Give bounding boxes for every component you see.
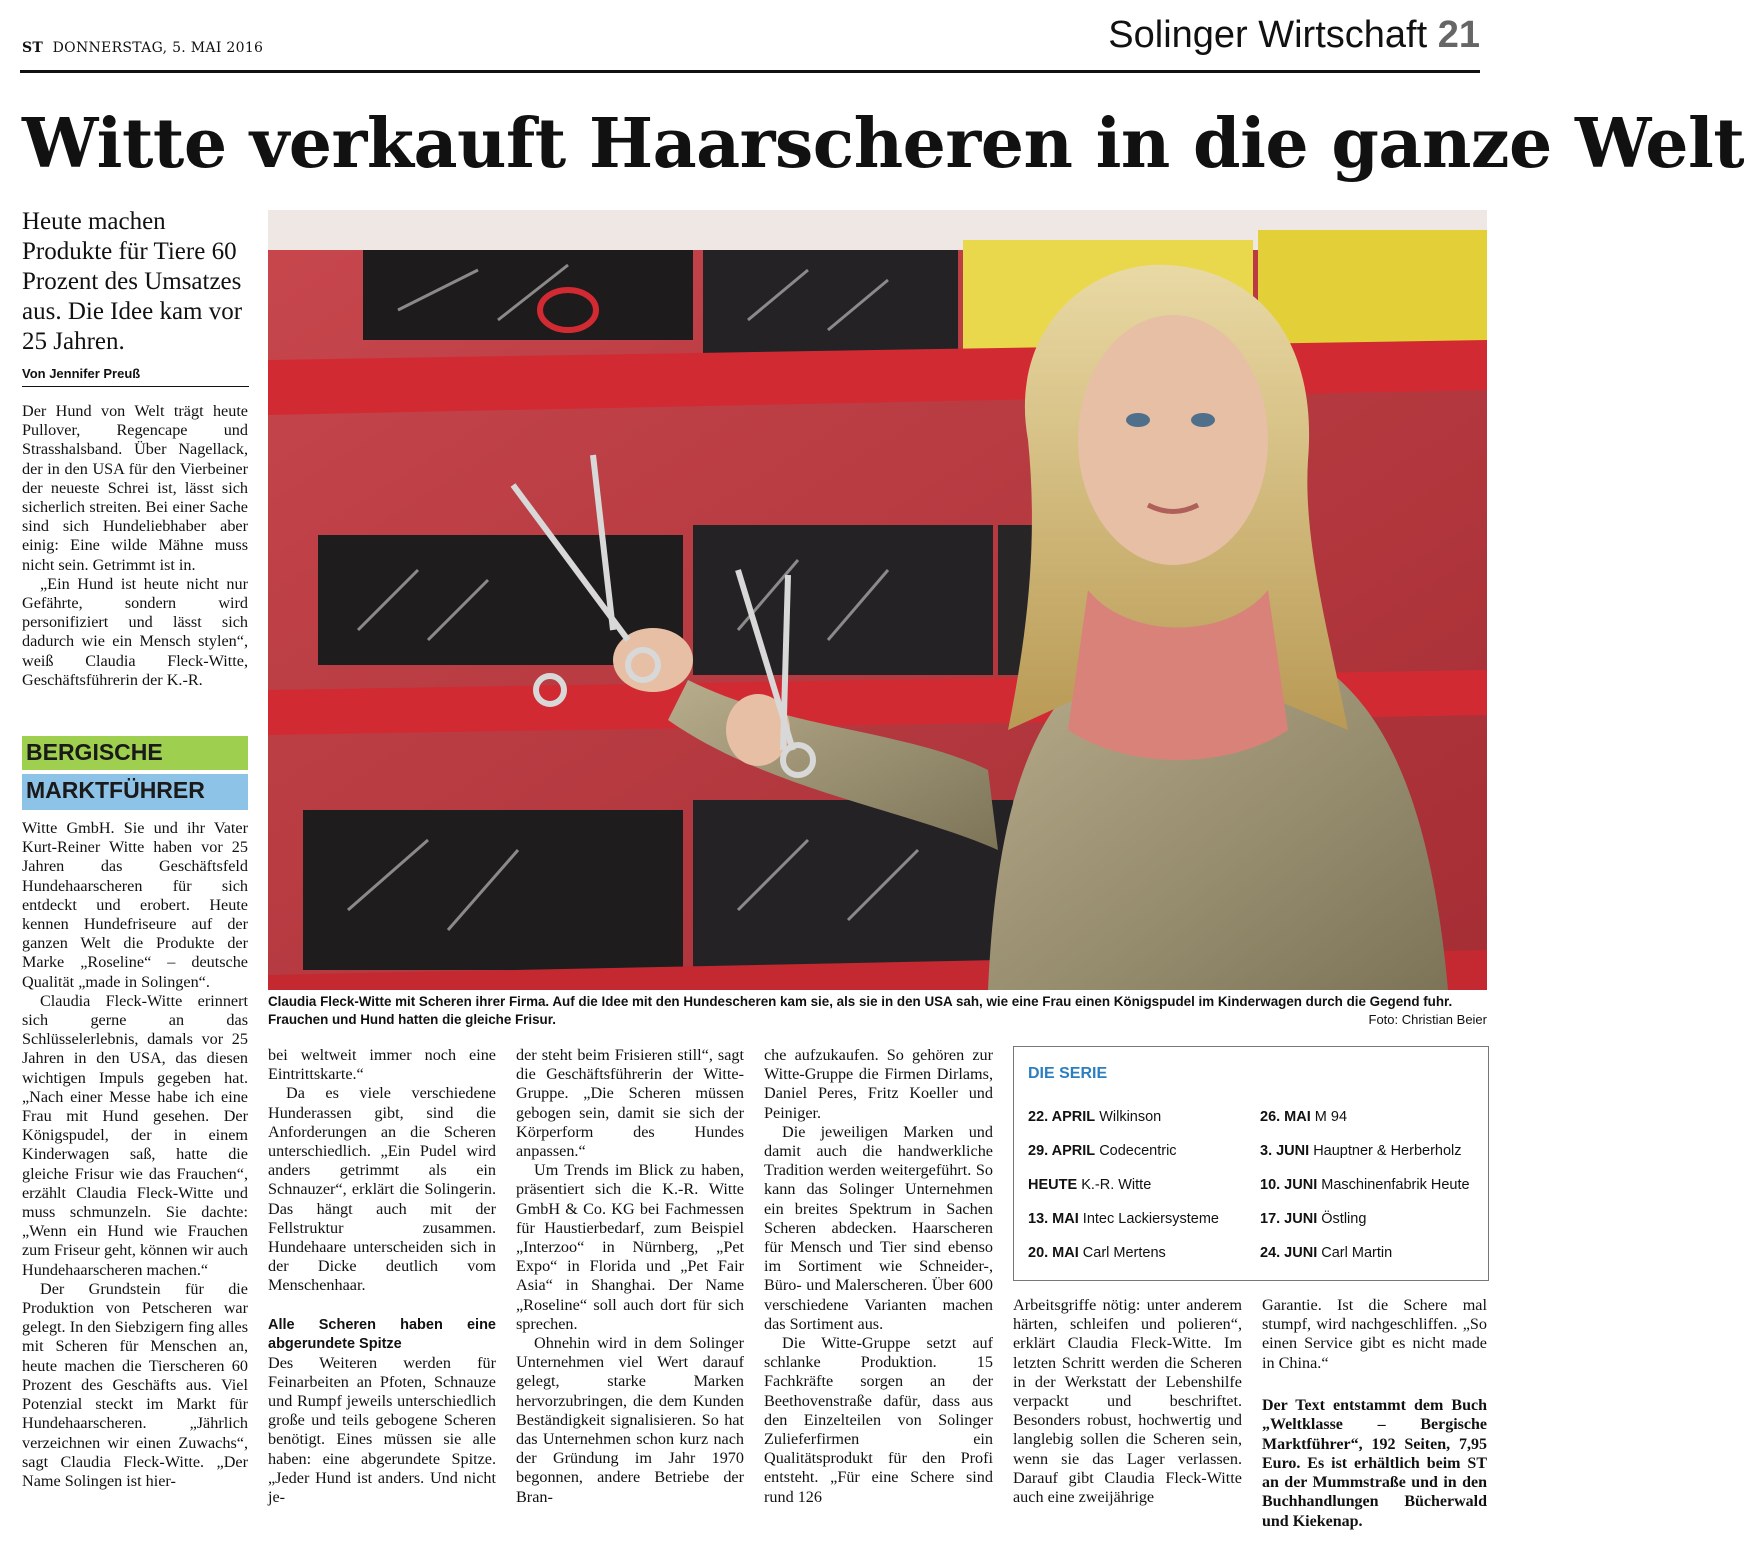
paragraph: Arbeitsgriffe nötig: unter anderem härten, schleifen und polieren“, erklärt Claudia Fleck-Witte. Im letzten Schritt werden die Scheren in der Werkstatt der Lebenshilfe verpackt und beschriftet. Besonders robust, hochwertig und langlebig sollen die Scheren sein, wenn sie das Lager verlassen. Darauf gibt Claudia Fleck-Witte auch eine zweijährige <box>1013 1296 1242 1507</box>
paragraph: Ohnehin wird in dem Solinger Unternehmen viel Wert darauf gelegt, starke Marken hervorzubringen, die dem Kunden Beständigkeit signalisieren. So hat das Unternehmen schon kurz nach der Gründung im Jahr 1970 begonnen, andere Betriebe der Bran- <box>516 1334 744 1506</box>
header-rule <box>20 70 1480 73</box>
paragraph: Da es viele verschiedene Hunderassen gibt, sind die Anforderungen an die Scheren unterschiedlich. „Ein Pudel wird anders getrimmt als ein Schnauzer“, erklärt die Solingerin. Das hängt auch mit der Fellstruktur zusammen. Hundehaare unterscheiden sich in der Dicke deutlich vom Menschenhaar. <box>268 1084 496 1295</box>
teaser: Heute machen Produkte für Tiere 60 Prozent des Umsatzes aus. Die Idee kam vor 25 Jahren. <box>22 208 243 355</box>
page-number: 21 <box>1437 14 1480 56</box>
series-item: HEUTE K.-R. Witte <box>1028 1177 1152 1193</box>
photo-caption: Claudia Fleck-Witte mit Scheren ihrer Firma. Auf die Idee mit den Hundescheren kam sie, als sie in den USA sah, wie eine Frau einen Königspudel im Kinderwagen durch die Gegend fuhr. Frauchen und Hund hatten die gleiche Frisur. <box>268 994 1453 1027</box>
paragraph: Die jeweiligen Marken und damit auch die handwerkliche Tradition werden weitergeführt. So kann das Solinger Unternehmen ein breites Spektrum in Sachen Scheren abdecken. Haarscheren für Mensch und Tier sind ebenso im Sortiment wie Schneider-, Büro- und Malerscheren. Über 600 verschiedene Varianten machen das Sortiment aus. <box>764 1122 993 1333</box>
article-photo <box>268 210 1487 990</box>
article-column-5 <box>1013 1296 1242 1507</box>
series-item: 13. MAI Intec Lackiersysteme <box>1028 1211 1219 1227</box>
paragraph: der steht beim Frisieren still“, sagt die Geschäftsführerin der Witte-Gruppe. „Die Scheren müssen gebogen sein, damit sie sich der Körperform des Hundes anpassen.“ <box>516 1046 744 1161</box>
series-item: 29. APRIL Codecentric <box>1028 1143 1177 1159</box>
paragraph: Des Weiteren werden für Feinarbeiten an Pfoten, Schnauze und Rumpf jeweils unterschiedlich große und teils gebogene Scheren benötigt. Eines müssen sie alle haben: eine abgerundete Spitze. „Jeder Hund ist anders. Und nicht je- <box>268 1353 496 1507</box>
article-column-1b <box>22 819 248 1491</box>
section-name: Solinger Wirtschaft <box>1108 14 1428 56</box>
series-title: DIE SERIE <box>1028 1065 1108 1082</box>
paragraph: Um Trends im Blick zu haben, präsentiert sich die K.-R. Witte GmbH & Co. KG bei Fachmessen für Haustierbedarf, zum Beispiel „Interzoo“ in Nürnberg, „Pet Expo“ in Florida und „Pet Fair Asia“ in Shanghai. Der Name „Roseline“ soll auch dort für sich sprechen. <box>516 1161 744 1333</box>
author-byline: Von Jennifer Preuß <box>22 366 141 381</box>
series-item: 24. JUNI Carl Martin <box>1260 1245 1393 1261</box>
series-box <box>1013 1046 1489 1281</box>
masthead-date: DONNERSTAG, 5. MAI 2016 <box>52 40 264 56</box>
masthead-brand: ST <box>22 40 44 56</box>
badge-line2: MARKTFÜHRER <box>26 777 205 803</box>
byline-rule <box>22 386 249 387</box>
series-item: 22. APRIL Wilkinson <box>1028 1109 1162 1125</box>
paragraph: che aufzukaufen. So gehören zur Witte-Gruppe die Firmen Dirlams, Daniel Peres, Fritz Koeller und Peiniger. <box>764 1046 993 1122</box>
article-column-4 <box>764 1046 993 1507</box>
section-title <box>1108 14 1480 57</box>
paragraph: Claudia Fleck-Witte erinnert sich gerne an das Schlüsselerlebnis, damals vor 25 Jahren in den USA, das diesen wichtigen Impuls gegeben hat. „Nach einer Messe habe ich eine Frau mit Hund gesehen. Der Königspudel, der in einem Kinderwagen saß, hatte die gleiche Frisur wie das Frauchen“, erzählt Claudia Fleck-Witte und muss schmunzeln. Sie dachte: „Wenn ein Hund wie Frauchen zum Friseur geht, können wir auch Hundehaarscheren machen.“ <box>22 991 248 1279</box>
paragraph: Der Grundstein für die Produktion von Petscheren war gelegt. In den Siebzigern fing alles mit Scheren für Menschen an, heute machen die Tierscheren 60 Prozent des Geschäfts aus. Viel Potenzial steckt im Markt für Hundehaarscheren. „Jährlich verzeichnen wir einen Zuwachs“, sagt Claudia Fleck-Witte. „Der Name Solingen ist hier- <box>22 1279 248 1490</box>
badge-bergische <box>22 736 248 770</box>
subheadline: Alle Scheren haben eine abgerundete Spitze <box>268 1316 496 1352</box>
badge-marktfuehrer <box>22 774 248 810</box>
paragraph: Garantie. Ist die Schere mal stumpf, wird nachgeschliffen. „So einen Service gibt es nicht made in China.“ <box>1262 1296 1487 1372</box>
paragraph: Der Hund von Welt trägt heute Pullover, Regencape und Strasshalsband. Über Nagellack, der in den USA für den Vierbeiner der neueste Schrei ist, lässt sich sicherlich streiten. Bei einer Sache sind sich Hundeliebhaber aber einig: Eine wilde Mähne muss nicht sein. Getrimmt ist in. <box>22 402 248 574</box>
paragraph: bei weltweit immer noch eine Eintrittskarte.“ <box>268 1046 496 1084</box>
paragraph: „Ein Hund ist heute nicht nur Gefährte, sondern wird personifiziert und lässt sich dadurch wie ein Mensch stylen“, weiß Claudia Fleck-Witte, Geschäftsführerin der K.-R. <box>22 574 248 689</box>
masthead <box>22 40 263 56</box>
article-column-6 <box>1262 1296 1487 1373</box>
paragraph: Witte GmbH. Sie und ihr Vater Kurt-Reiner Witte haben vor 25 Jahren das Geschäftsfeld Hundehaarscheren für sich entdeckt und erobert. Heute kennen Hundefriseure auf der ganzen Welt die Produkte der Marke „Roseline“ – deutsche Qualität „made in Solingen“. <box>22 819 248 991</box>
series-item: 26. MAI M 94 <box>1260 1109 1348 1125</box>
article-column-2 <box>268 1046 496 1507</box>
series-item: 10. JUNI Maschinenfabrik Heute <box>1260 1177 1470 1193</box>
book-note: Der Text entstammt dem Buch „Weltklasse – Bergische Marktführer“, 192 Seiten, 7,95 Euro. Es ist erhältlich beim ST an der Mummstraße und in den Buchhandlungen Bücherwald und Kiekenap. <box>1262 1397 1487 1530</box>
photo-credit: Foto: Christian Beier <box>1368 1012 1487 1027</box>
photo-illustration <box>268 210 1487 990</box>
article-column-1a <box>22 402 248 690</box>
paragraph: Die Witte-Gruppe setzt auf schlanke Produktion. 15 Fachkräfte sorgen an der Beethovenstraße dafür, dass aus den Einzelteilen von Solinger Zulieferfirmen ein Qualitätsprodukt für den Profi entsteht. „Für eine Schere sind rund 126 <box>764 1334 993 1506</box>
badge-line1: BERGISCHE <box>26 739 163 765</box>
series-item: 3. JUNI Hauptner & Herberholz <box>1260 1143 1462 1159</box>
series-item: 20. MAI Carl Mertens <box>1028 1245 1166 1261</box>
series-item: 17. JUNI Östling <box>1260 1211 1367 1227</box>
headline: Witte verkauft Haarscheren in die ganze Welt <box>22 104 1744 184</box>
article-column-3 <box>516 1046 744 1507</box>
